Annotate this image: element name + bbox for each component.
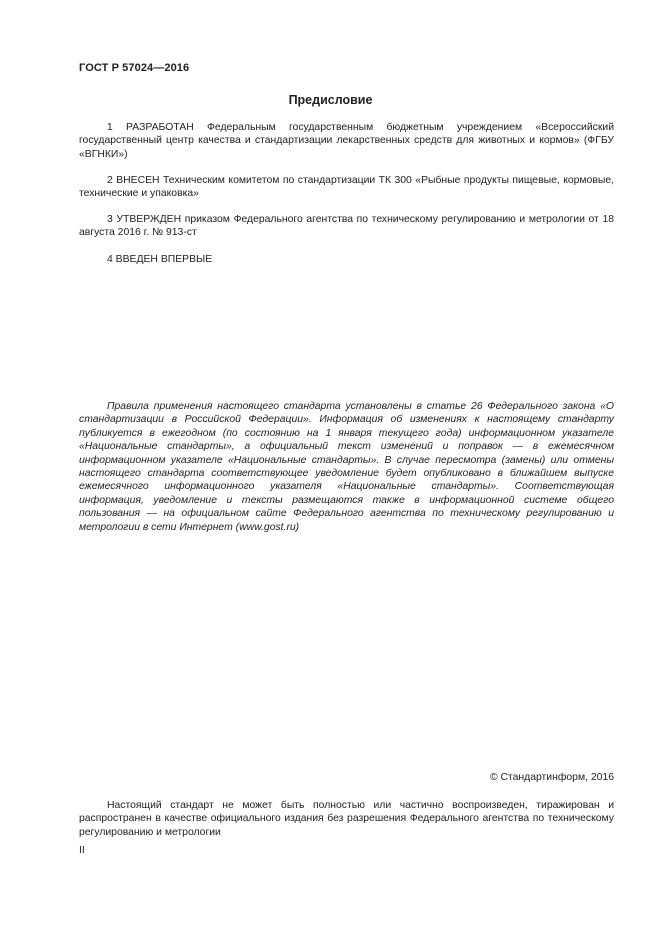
standard-code: ГОСТ Р 57024—2016 <box>79 62 190 74</box>
page-title: Предисловие <box>288 93 373 107</box>
foreword-item-approved: 3 УТВЕРЖДЕН приказом Федерального агентства по техническому регулированию и метрологии от 18 августа 2016 г. № 913-ст <box>79 214 614 239</box>
reprint-restriction-notice: Настоящий стандарт не может быть полностью или частично воспроизведен, тиражирован и распространен в качестве официального издания без разрешения Федерального агентства по техническому регулированию и метрологии <box>79 800 614 838</box>
application-rules-notice: Правила применения настоящего стандарта установлены в статье 26 Федерального закона «О стандартизации в Российской Федерации». Информация об изменениях к настоящему стандарту публикуется в ежегодном (по состоянию на 1 января текущего года) информационном указателе «Национальные стандарты», а официальный текст изменений и поправок — в ежемесячном информационном указателе «Национальные стандарты». В случае пересмотра (замены) или отмены настоящего стандарта соответствующее уведомление будет опубликовано в ближайшем выпуске ежемесячного информационного указателя «Национальные стандарты». Соответствующая информация, уведомление и тексты размещаются также в информационной системе общего пользования — на официальном сайте Федерального агентства по техническому регулированию и метрологии в сети Интернет (www.gost.ru) <box>79 401 614 533</box>
page-number: II <box>79 845 85 856</box>
copyright-line: © Стандартинформ, 2016 <box>489 772 614 783</box>
foreword-item-developed: 1 РАЗРАБОТАН Федеральным государственным бюджетным учреждением «Всероссийский государственный центр качества и стандартизации лекарственных средств для животных и кормов» (ФГБУ «ВГНКИ») <box>79 122 614 160</box>
foreword-item-first-introduced: 4 ВВЕДЕН ВПЕРВЫЕ <box>107 254 213 265</box>
foreword-item-introduced: 2 ВНЕСЕН Техническим комитетом по стандартизации ТК 300 «Рыбные продукты пищевые, кормовые, технические и упаковка» <box>79 175 614 200</box>
